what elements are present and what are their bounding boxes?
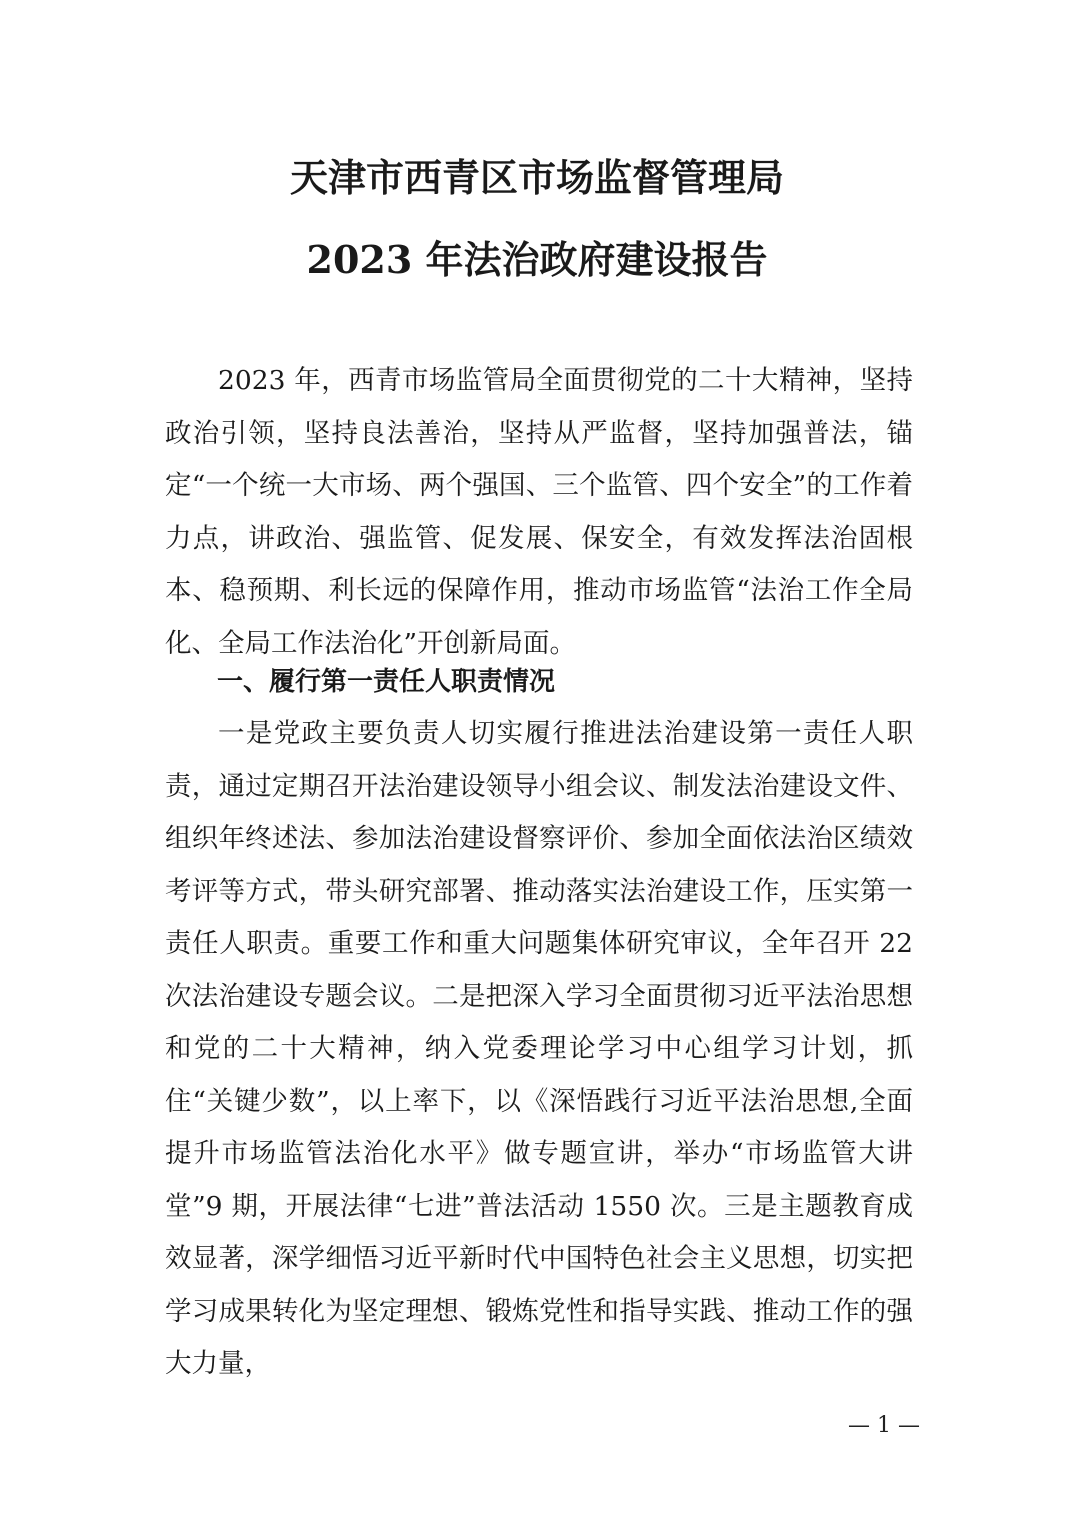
intro-paragraph: 2023 年，西青市场监管局全面贯彻党的二十大精神，坚持政治引领，坚持良法善治，坚持从严监督，坚持加强普法，锚定“一个统一大市场、两个强国、三个监管、四个安全”的工作着力点，讲政治、强监管、促发展、保安全，有效发挥法治固根本、稳预期、利长远的保障作用，推动市场监管“法治工作全局化、全局工作法治化”开创新局面。 [165,365,913,659]
document-title-line-2: 2023 年法治政府建设报告 [306,237,768,282]
section-body-paragraph: 一是党政主要负责人切实履行推进法治建设第一责任人职责，通过定期召开法治建设领导小组会议、制发法治建设文件、组织年终述法、参加法治建设督察评价、参加全面依法治区绩效考评等方式，带头研究部署、推动落实法治建设工作，压实第一责任人职责。重要工作和重大问题集体研究审议，全年召开 22 次法治建设专题会议。二是把深入学习全面贯彻习近平法治思想和党的二十大精神，纳入党委理论学习中心组学习计划，抓住“关键少数”，以上率下，以《深悟践行习近平法治思想,全面提升市场监管法治化水平》做专题宣讲，举办“市场监管大讲堂”9 期，开展法律“七进”普法活动 1550 次。三是主题教育成效显著，深学细悟习近平新时代中国特色社会主义思想，切实把学习成果转化为坚定理想、锻炼党性和指导实践、推动工作的强大力量， [165,718,913,1379]
section-heading: 一、履行第一责任人职责情况 [217,667,556,697]
page-number: — 1 — [848,1413,920,1438]
document-title-line-1: 天津市西青区市场监督管理局 [289,155,784,200]
